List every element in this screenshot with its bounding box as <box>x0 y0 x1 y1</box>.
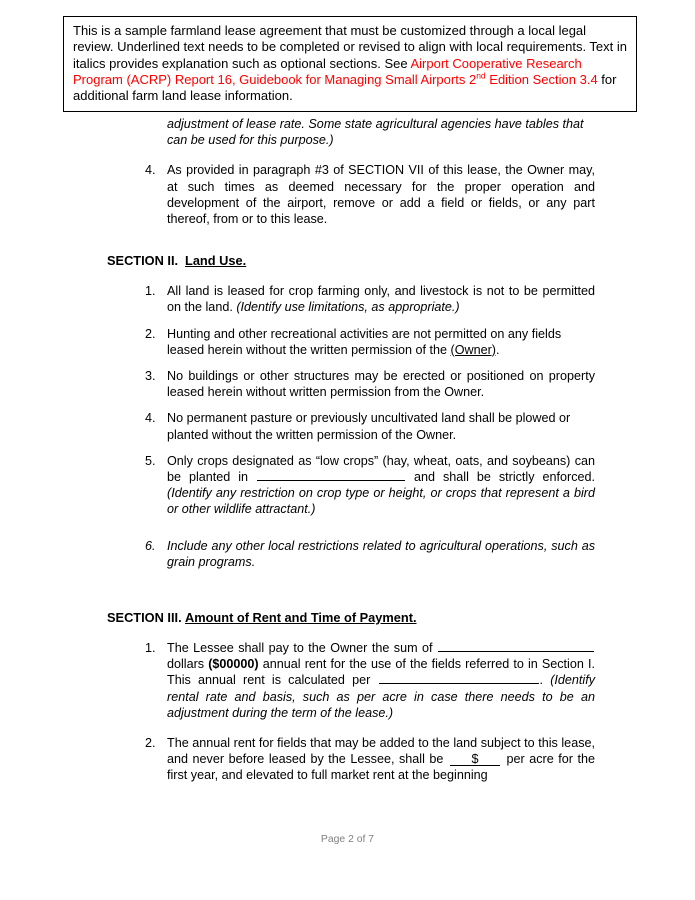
list-item-number: 1. <box>145 641 156 656</box>
list-item <box>0 368 695 400</box>
notice-reference-superscript: nd <box>476 70 486 81</box>
item-text-after: . <box>496 342 500 357</box>
spacer <box>0 269 695 283</box>
item-text-a: The annual rent for fields that may be added to the land subject to this lease, and never before leased by the Lessee, shall be <box>167 736 595 767</box>
list-item <box>0 326 695 358</box>
spacer <box>0 443 695 453</box>
continuation-paragraph-text: adjustment of lease rate. Some state agricultural agencies have tables that can be used for this purpose.) <box>167 117 584 148</box>
spacer <box>0 400 695 410</box>
spacer <box>0 721 695 735</box>
page-number-text: Page 2 of 7 <box>320 834 375 845</box>
spacer <box>0 518 695 538</box>
section-three-title: Amount of Rent and Time of Payment. <box>185 610 417 626</box>
notice-text-tail: for additional farm land lease information. <box>73 71 617 104</box>
list-item-text <box>167 283 595 315</box>
spacer <box>0 358 695 368</box>
list-item <box>0 453 695 518</box>
page-footer <box>0 834 695 845</box>
item-text-before: Only crops designated as “low crops” (hay, wheat, oats, and soybeans) can be planted in <box>167 453 595 485</box>
notice-text-lead: This is a sample farmland lease agreement that must be customized through a local legal review. Underlined text needs to be completed or revised to align with local requirements. Text in italics provides explanation such as optional sections. See <box>73 23 627 71</box>
list-item-number: 1. <box>145 284 156 299</box>
list-item <box>0 410 695 442</box>
instruction-notice-box <box>63 16 637 112</box>
item-underlined-term: (Owner) <box>450 342 496 357</box>
list-item <box>0 640 695 721</box>
document-body <box>0 116 695 784</box>
list-item <box>0 735 695 784</box>
section-one-remaining-items <box>0 162 695 227</box>
list-item <box>0 162 695 227</box>
rent-amount-figure: ($00000) <box>208 657 259 672</box>
notice-reference-red-part2: Edition Section 3.4 <box>485 71 598 87</box>
list-item-text: No permanent pasture or previously uncultivated land shall be plowed or planted without the written permission of the Owner. <box>167 411 571 442</box>
item-italic-note: (Identify use limitations, as appropriate.) <box>236 300 460 315</box>
item-text-before: Hunting and other recreational activities are not permitted on any fields leased herein without the written permission of the <box>167 326 562 357</box>
list-item <box>0 283 695 315</box>
item-text-b: dollars <box>167 657 209 672</box>
list-item-number: 3. <box>145 369 156 384</box>
list-item <box>0 538 695 570</box>
fill-in-blank-crop-restriction[interactable] <box>257 469 405 481</box>
list-item-text <box>167 735 595 784</box>
section-two-label: SECTION II. <box>107 253 179 269</box>
list-item-text: As provided in paragraph #3 of SECTION VII of this lease, the Owner may, at such times as deemed necessary for the proper operation and development of the airport, remove or add a field or fields, or any part thereof, from or to this lease. <box>167 163 595 227</box>
list-item-number: 5. <box>145 453 156 468</box>
list-item-text <box>167 640 595 721</box>
spacer <box>0 227 695 253</box>
item-text-b: per acre for the first year, and elevated to full market rent at the beginning <box>167 752 596 783</box>
section-three-label: SECTION III. <box>107 610 182 626</box>
continuation-paragraph <box>0 116 695 148</box>
list-item-number: 2. <box>145 326 156 341</box>
spacer <box>0 570 695 596</box>
fill-in-blank-rent-amount-words[interactable] <box>438 640 594 652</box>
list-item-text: No buildings or other structures may be erected or positioned on property leased herein without written permission from the Owner. <box>167 369 595 400</box>
list-item-text <box>167 326 595 358</box>
spacer <box>0 148 695 162</box>
fill-in-blank-per-acre-amount[interactable]: $ <box>450 751 500 766</box>
item-text-c: annual rent for the use of the fields referred to in Section I. This annual rent is calculated per <box>167 657 595 688</box>
section-three-items <box>0 640 695 784</box>
item-text-d: . <box>539 673 551 688</box>
list-item-number: 2. <box>145 736 156 751</box>
section-heading-two <box>0 253 695 269</box>
notice-reference-red-part1: Airport Cooperative Research Program (ACRP) Report 16, Guidebook for Managing Small Airports 2 <box>73 55 582 87</box>
spacer <box>0 316 695 326</box>
item-text-mid: and shall be strictly enforced. <box>406 470 596 485</box>
list-item-number: 6. <box>145 538 156 553</box>
list-item-text <box>167 453 595 518</box>
item-text-a: The Lessee shall pay to the Owner the sum of <box>167 641 437 656</box>
section-two-items <box>0 283 695 570</box>
section-two-title: Land Use. <box>185 253 247 269</box>
spacer <box>0 596 695 610</box>
item-plain-text: All land is leased for crop farming only, and livestock is not to be permitted on the land. <box>167 284 595 315</box>
section-heading-three <box>0 610 695 626</box>
list-item-number: 4. <box>145 411 156 426</box>
fill-in-blank-rent-basis[interactable] <box>379 672 539 684</box>
list-item-text: Include any other local restrictions related to agricultural operations, such as grain programs. <box>167 538 595 569</box>
item-italic-note: (Identify any restriction on crop type or height, or crops that represent a bird or other wildlife attractant.) <box>167 486 595 517</box>
spacer <box>0 626 695 640</box>
list-item-number: 4. <box>145 163 156 178</box>
item-italic-note: (Identify rental rate and basis, such as per acre in case there needs to be an adjustment during the term of the lease.) <box>167 673 596 720</box>
